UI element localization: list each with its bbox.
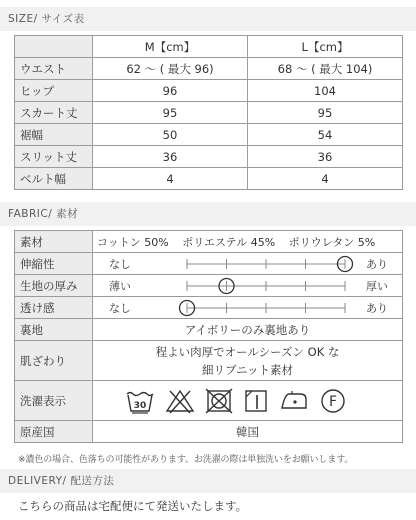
care-label: 洗濯表示 [15,381,93,421]
delivery-title-jp: 配送方法 [70,475,115,487]
l-value: 68 〜 ( 最大 104) [248,58,403,80]
row-label: ヒップ [15,80,93,102]
dry-clean-f-icon [319,388,347,414]
texture-line-2: 細リブニット素材 [202,362,293,377]
care-row [15,381,403,421]
stretch-scale-track [149,253,359,275]
fiber-polyurethane: ポリウレタン 5% [288,235,376,249]
origin-value: 韓国 [93,421,403,443]
material-fibers [93,231,403,253]
m-value: 50 [93,124,248,146]
size-section-header: SIZE/ サイズ表 [0,7,416,31]
sheerness-scale-track [149,297,359,319]
row-label: ウエスト [15,58,93,80]
low-iron-icon [279,388,309,414]
no-bleach-icon [165,388,195,414]
m-value: 4 [93,168,248,190]
size-title-jp: サイズ表 [41,13,85,25]
table-row [15,102,403,124]
fiber-cotton: コットン 50% [97,235,169,249]
fabric-title-jp: 素材 [56,208,79,220]
table-row [15,168,403,190]
texture-line-1: 程よい肉厚でオールシーズン OK な [155,344,340,359]
stretch-left-label: なし [109,257,131,271]
sheerness-scale [93,297,402,318]
delivery-text: こちらの商品は宅配便にて発送いたします。 [18,499,248,513]
lining-label: 裏地 [15,319,93,341]
origin-row [15,421,403,443]
sheerness-scale-cell [93,297,403,319]
m-value: 95 [93,102,248,124]
sheerness-left-label: なし [109,301,131,315]
l-value: 54 [248,124,403,146]
size-col-l: L【cm】 [248,36,403,58]
m-value: 36 [93,146,248,168]
origin-label: 原産国 [15,421,93,443]
wash-30-tub-icon [125,388,155,414]
stretch-label: 伸縮性 [15,253,93,275]
size-header-row [15,36,403,58]
thickness-label: 生地の厚み [15,275,93,297]
size-col-m: M【cm】 [93,36,248,58]
stretch-right-label: あり [366,257,388,271]
thickness-scale [93,275,402,296]
m-value: 96 [93,80,248,102]
fabric-title-en: FABRIC [8,208,49,220]
fiber-polyester: ポリエステル 45% [182,235,276,249]
l-value: 95 [248,102,403,124]
care-symbols [93,381,402,420]
texture-row [15,341,403,381]
row-label: 裾幅 [15,124,93,146]
wash-temperature: 30 [133,400,147,411]
sheerness-right-label: あり [366,301,388,315]
fabric-table [14,230,403,443]
m-value: 62 〜 ( 最大 96) [93,58,248,80]
l-value: 4 [248,168,403,190]
texture-label: 肌ざわり [15,341,93,381]
thickness-scale-cell [93,275,403,297]
fabric-section-header: FABRIC/ 素材 [0,202,416,226]
line-dry-shade-icon [243,388,269,414]
delivery-section-header: DELIVERY/ 配送方法 [0,469,416,493]
dry-clean-letter: F [328,393,338,410]
thickness-scale-track [149,275,359,297]
texture-value [93,341,403,381]
thickness-right-label: 厚い [366,279,388,293]
row-label: スカート丈 [15,102,93,124]
row-label: ベルト幅 [15,168,93,190]
table-row [15,146,403,168]
row-label: スリット丈 [15,146,93,168]
size-corner-cell [15,36,93,58]
stretch-scale-cell [93,253,403,275]
no-tumble-dry-icon [205,388,233,414]
size-title-en: SIZE [8,13,34,25]
delivery-title-en: DELIVERY [8,475,63,487]
stretch-scale [93,253,402,274]
sheerness-row [15,297,403,319]
size-table [14,35,403,190]
care-symbols-cell [93,381,403,421]
table-row [15,58,403,80]
lining-row [15,319,403,341]
l-value: 104 [248,80,403,102]
l-value: 36 [248,146,403,168]
stretch-row [15,253,403,275]
table-row [15,80,403,102]
care-note: ※濃色の場合、色落ちの可能性があります。お洗濯の際は単独洗いをお願いします。 [18,455,354,465]
material-row [15,231,403,253]
lining-value: アイボリーのみ裏地あり [93,319,403,341]
thickness-left-label: 薄い [109,279,131,293]
sheerness-label: 透け感 [15,297,93,319]
thickness-row [15,275,403,297]
material-label: 素材 [15,231,93,253]
table-row [15,124,403,146]
